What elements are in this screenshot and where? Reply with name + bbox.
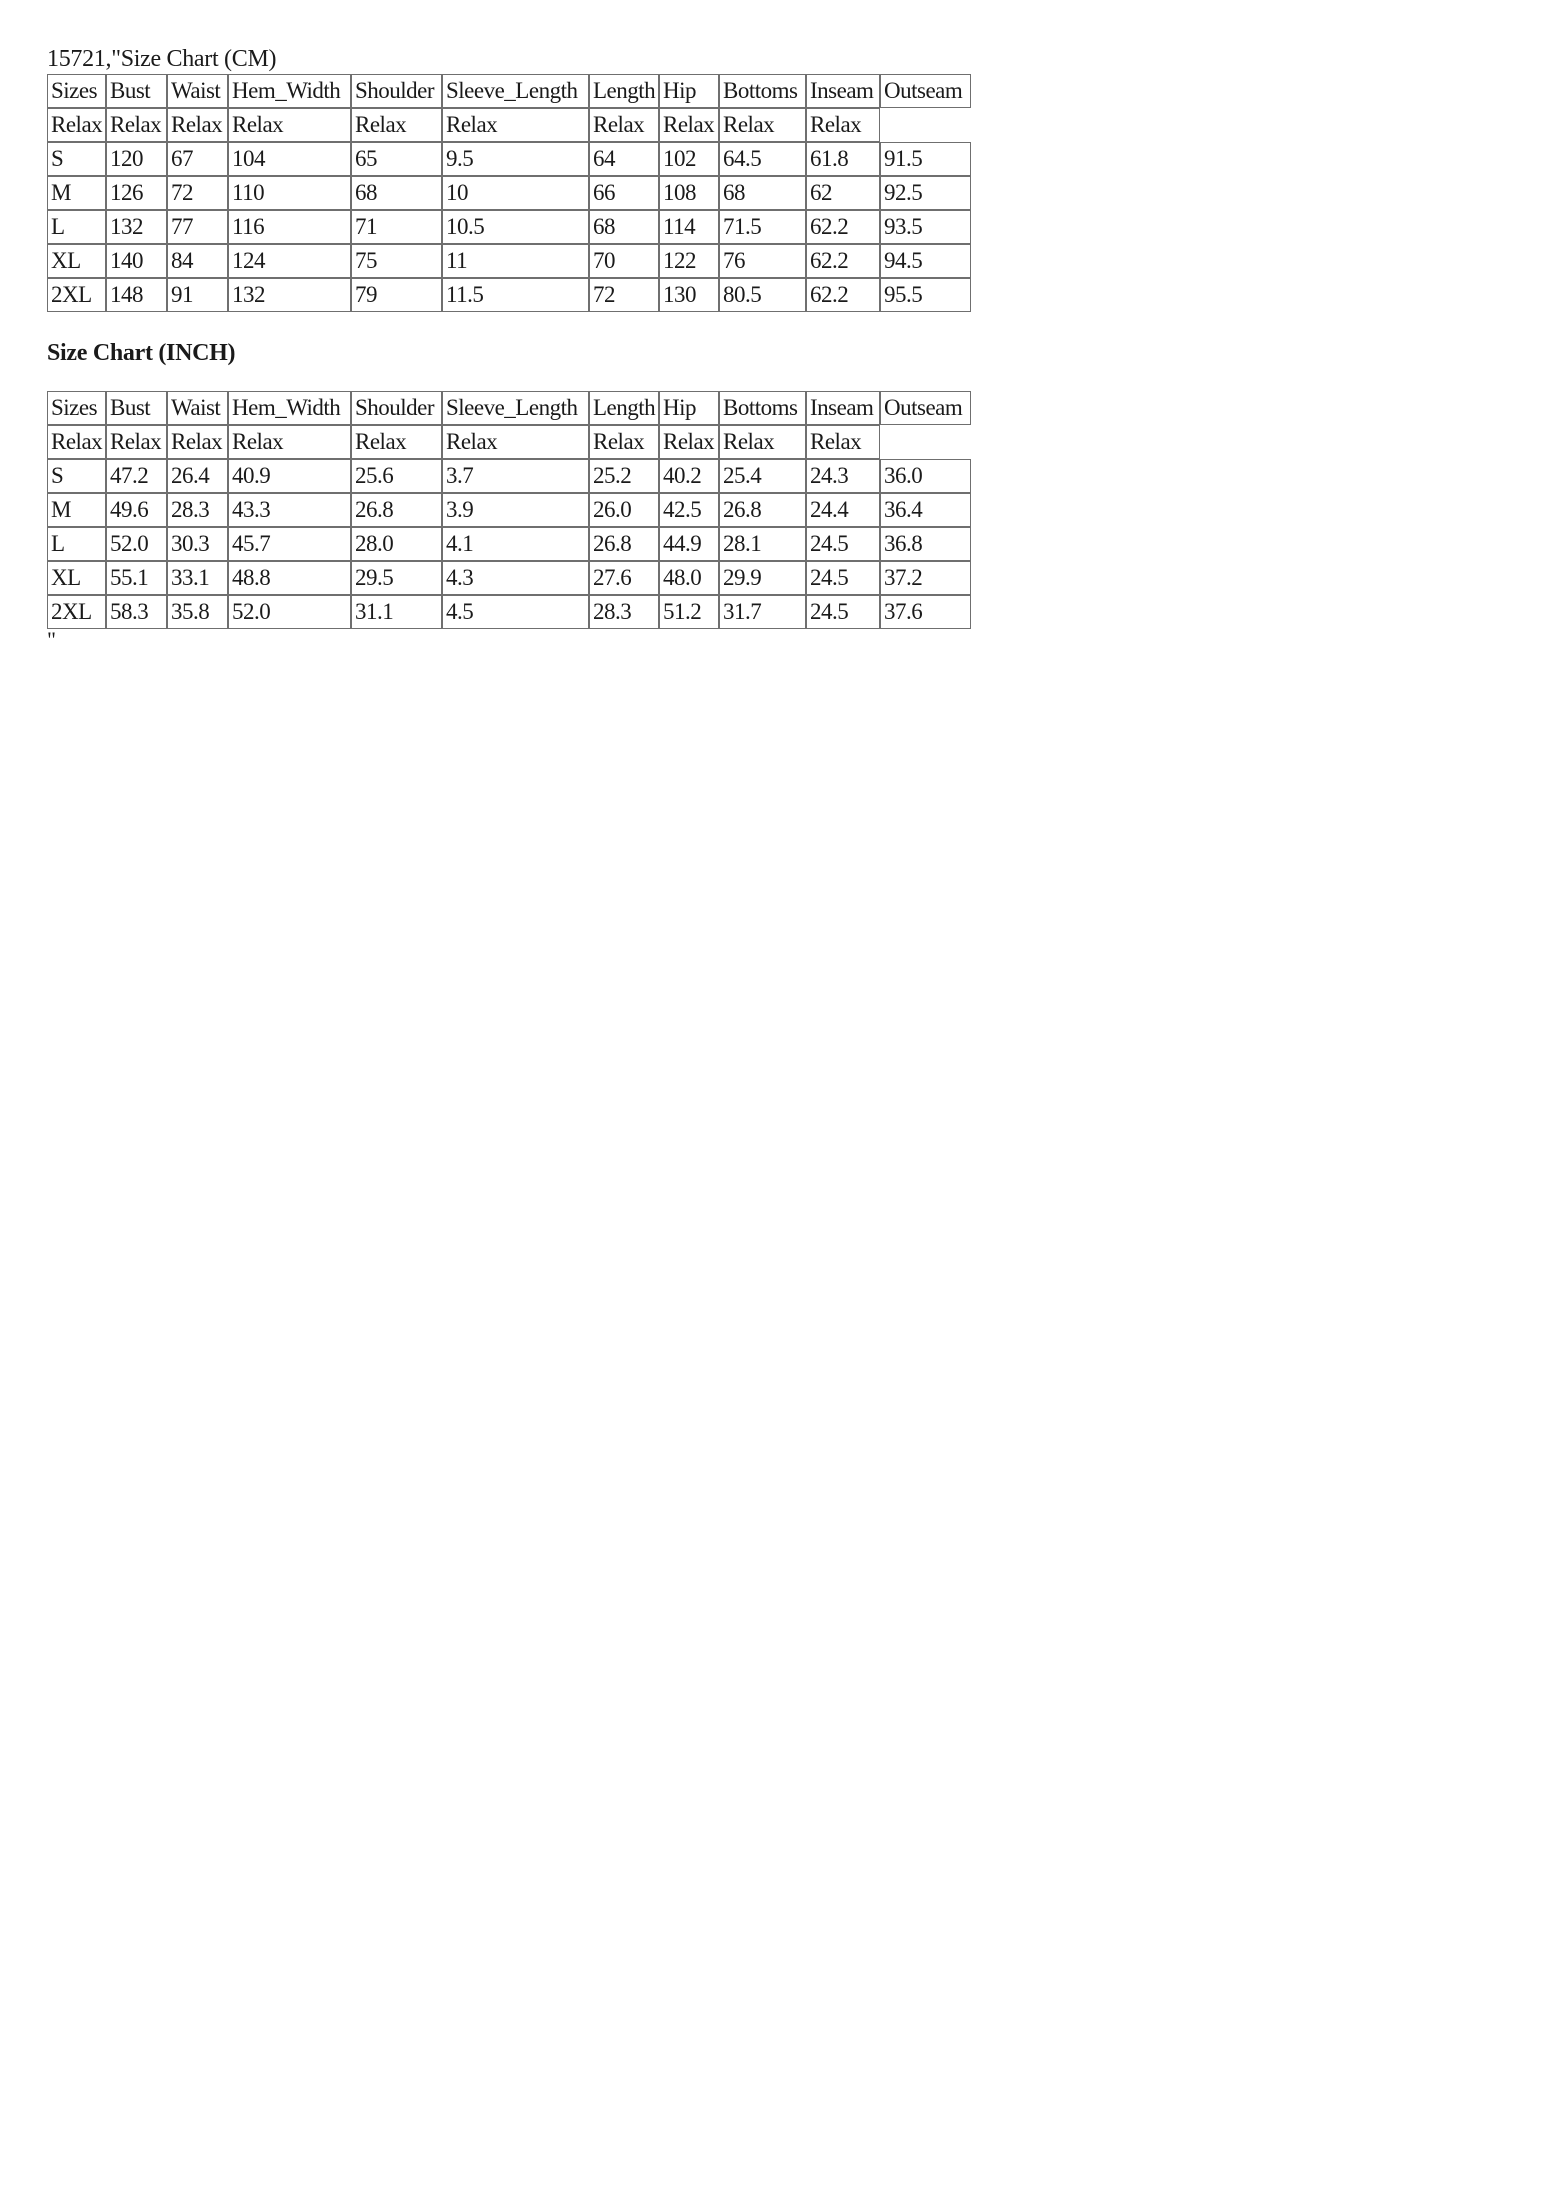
measurement-cell: 93.5	[880, 210, 971, 244]
header-row-cell: Inseam	[806, 74, 880, 108]
measurement-cell: 130	[659, 278, 719, 312]
measurement-cell: 132	[228, 278, 351, 312]
fit-row	[47, 108, 971, 142]
cm-size-table	[47, 74, 971, 312]
fit-row-cell: Relax	[659, 108, 719, 142]
measurement-cell: 116	[228, 210, 351, 244]
measurement-cell: 80.5	[719, 278, 806, 312]
measurement-cell: 28.3	[589, 595, 659, 629]
fit-row-cell: Relax	[589, 425, 659, 459]
measurement-cell: 10	[442, 176, 589, 210]
measurement-cell: 94.5	[880, 244, 971, 278]
fit-row-cell: Relax	[228, 108, 351, 142]
fit-row-cell: Relax	[167, 108, 228, 142]
measurement-cell: 31.7	[719, 595, 806, 629]
fit-row-cell: Relax	[106, 108, 167, 142]
measurement-cell: 48.8	[228, 561, 351, 595]
header-row-cell: Shoulder	[351, 74, 442, 108]
closing-quote: "	[47, 627, 56, 652]
measurement-cell: 24.5	[806, 561, 880, 595]
measurement-cell: 26.8	[719, 493, 806, 527]
measurement-cell: 84	[167, 244, 228, 278]
measurement-cell: 49.6	[106, 493, 167, 527]
fit-row-cell: Relax	[719, 108, 806, 142]
measurement-cell: 4.1	[442, 527, 589, 561]
measurement-cell: 3.7	[442, 459, 589, 493]
header-row-cell: Hem_Width	[228, 74, 351, 108]
table-row	[47, 176, 971, 210]
measurement-cell: 75	[351, 244, 442, 278]
measurement-cell: 26.8	[351, 493, 442, 527]
fit-row-cell: Relax	[442, 108, 589, 142]
measurement-cell: 122	[659, 244, 719, 278]
size-label-cell: M	[47, 176, 106, 210]
measurement-cell: 124	[228, 244, 351, 278]
table-row	[47, 527, 971, 561]
measurement-cell: 77	[167, 210, 228, 244]
measurement-cell: 65	[351, 142, 442, 176]
measurement-cell: 64.5	[719, 142, 806, 176]
measurement-cell: 66	[589, 176, 659, 210]
size-chart-document	[47, 44, 971, 651]
header-row-cell: Bottoms	[719, 74, 806, 108]
measurement-cell: 28.1	[719, 527, 806, 561]
fit-row-cell: Relax	[167, 425, 228, 459]
measurement-cell: 55.1	[106, 561, 167, 595]
table-row	[47, 595, 971, 629]
header-row-cell: Inseam	[806, 391, 880, 425]
measurement-cell: 47.2	[106, 459, 167, 493]
measurement-cell: 70	[589, 244, 659, 278]
measurement-cell: 108	[659, 176, 719, 210]
measurement-cell: 79	[351, 278, 442, 312]
size-label-cell: 2XL	[47, 595, 106, 629]
measurement-cell: 27.6	[589, 561, 659, 595]
measurement-cell: 120	[106, 142, 167, 176]
measurement-cell: 68	[351, 176, 442, 210]
header-row-cell: Outseam	[880, 74, 971, 108]
inch-size-table	[47, 391, 971, 629]
measurement-cell: 67	[167, 142, 228, 176]
measurement-cell: 4.3	[442, 561, 589, 595]
header-row-cell: Sizes	[47, 391, 106, 425]
header-row-cell: Bust	[106, 74, 167, 108]
inch-size-chart-heading: Size Chart (INCH)	[47, 340, 236, 366]
header-row-cell: Shoulder	[351, 391, 442, 425]
measurement-cell: 40.2	[659, 459, 719, 493]
measurement-cell: 44.9	[659, 527, 719, 561]
measurement-cell: 43.3	[228, 493, 351, 527]
fit-row-cell	[880, 108, 971, 142]
measurement-cell: 51.2	[659, 595, 719, 629]
cm-size-chart-heading: 15721,"Size Chart (CM)	[47, 46, 277, 72]
fit-row-cell: Relax	[47, 108, 106, 142]
measurement-cell: 24.5	[806, 595, 880, 629]
measurement-cell: 28.3	[167, 493, 228, 527]
fit-row-cell	[880, 425, 971, 459]
table-row	[47, 278, 971, 312]
size-label-cell: 2XL	[47, 278, 106, 312]
measurement-cell: 91	[167, 278, 228, 312]
measurement-cell: 91.5	[880, 142, 971, 176]
header-row-cell: Sizes	[47, 74, 106, 108]
measurement-cell: 26.8	[589, 527, 659, 561]
measurement-cell: 9.5	[442, 142, 589, 176]
fit-row-cell: Relax	[47, 425, 106, 459]
measurement-cell: 35.8	[167, 595, 228, 629]
measurement-cell: 11	[442, 244, 589, 278]
measurement-cell: 30.3	[167, 527, 228, 561]
measurement-cell: 29.5	[351, 561, 442, 595]
header-row-cell: Hem_Width	[228, 391, 351, 425]
size-label-cell: XL	[47, 244, 106, 278]
measurement-cell: 29.9	[719, 561, 806, 595]
inch-size-table-body	[47, 391, 971, 629]
header-row-cell: Outseam	[880, 391, 971, 425]
measurement-cell: 95.5	[880, 278, 971, 312]
measurement-cell: 37.6	[880, 595, 971, 629]
table-row	[47, 244, 971, 278]
fit-row-cell: Relax	[806, 108, 880, 142]
measurement-cell: 11.5	[442, 278, 589, 312]
fit-row-cell: Relax	[351, 425, 442, 459]
header-row-cell: Bottoms	[719, 391, 806, 425]
size-label-cell: XL	[47, 561, 106, 595]
measurement-cell: 140	[106, 244, 167, 278]
measurement-cell: 71	[351, 210, 442, 244]
measurement-cell: 42.5	[659, 493, 719, 527]
measurement-cell: 3.9	[442, 493, 589, 527]
header-row-cell: Waist	[167, 74, 228, 108]
measurement-cell: 58.3	[106, 595, 167, 629]
header-row-cell: Length	[589, 391, 659, 425]
table-row	[47, 142, 971, 176]
fit-row-cell: Relax	[351, 108, 442, 142]
measurement-cell: 110	[228, 176, 351, 210]
measurement-cell: 37.2	[880, 561, 971, 595]
measurement-cell: 52.0	[106, 527, 167, 561]
fit-row-cell: Relax	[719, 425, 806, 459]
size-label-cell: S	[47, 142, 106, 176]
measurement-cell: 148	[106, 278, 167, 312]
measurement-cell: 52.0	[228, 595, 351, 629]
measurement-cell: 64	[589, 142, 659, 176]
measurement-cell: 25.2	[589, 459, 659, 493]
cm-size-table-body	[47, 74, 971, 312]
fit-row-cell: Relax	[806, 425, 880, 459]
measurement-cell: 25.6	[351, 459, 442, 493]
measurement-cell: 72	[589, 278, 659, 312]
table-row	[47, 459, 971, 493]
measurement-cell: 24.4	[806, 493, 880, 527]
size-label-cell: L	[47, 527, 106, 561]
measurement-cell: 26.0	[589, 493, 659, 527]
measurement-cell: 76	[719, 244, 806, 278]
fit-row-cell: Relax	[106, 425, 167, 459]
header-row-cell: Hip	[659, 74, 719, 108]
fit-row-cell: Relax	[589, 108, 659, 142]
measurement-cell: 40.9	[228, 459, 351, 493]
header-row-cell: Sleeve_Length	[442, 74, 589, 108]
fit-row-cell: Relax	[659, 425, 719, 459]
measurement-cell: 72	[167, 176, 228, 210]
header-row	[47, 74, 971, 108]
header-row-cell: Sleeve_Length	[442, 391, 589, 425]
size-label-cell: L	[47, 210, 106, 244]
measurement-cell: 48.0	[659, 561, 719, 595]
measurement-cell: 4.5	[442, 595, 589, 629]
header-row	[47, 391, 971, 425]
measurement-cell: 62.2	[806, 278, 880, 312]
measurement-cell: 28.0	[351, 527, 442, 561]
measurement-cell: 114	[659, 210, 719, 244]
measurement-cell: 36.0	[880, 459, 971, 493]
measurement-cell: 71.5	[719, 210, 806, 244]
table-row	[47, 561, 971, 595]
size-label-cell: M	[47, 493, 106, 527]
size-label-cell: S	[47, 459, 106, 493]
header-row-cell: Bust	[106, 391, 167, 425]
measurement-cell: 132	[106, 210, 167, 244]
table-row	[47, 210, 971, 244]
measurement-cell: 68	[589, 210, 659, 244]
measurement-cell: 126	[106, 176, 167, 210]
measurement-cell: 24.5	[806, 527, 880, 561]
measurement-cell: 104	[228, 142, 351, 176]
measurement-cell: 10.5	[442, 210, 589, 244]
header-row-cell: Waist	[167, 391, 228, 425]
measurement-cell: 25.4	[719, 459, 806, 493]
measurement-cell: 62	[806, 176, 880, 210]
fit-row-cell: Relax	[228, 425, 351, 459]
fit-row-cell: Relax	[442, 425, 589, 459]
table-row	[47, 493, 971, 527]
measurement-cell: 68	[719, 176, 806, 210]
measurement-cell: 45.7	[228, 527, 351, 561]
header-row-cell: Length	[589, 74, 659, 108]
measurement-cell: 36.4	[880, 493, 971, 527]
measurement-cell: 61.8	[806, 142, 880, 176]
measurement-cell: 102	[659, 142, 719, 176]
measurement-cell: 26.4	[167, 459, 228, 493]
measurement-cell: 24.3	[806, 459, 880, 493]
fit-row	[47, 425, 971, 459]
measurement-cell: 62.2	[806, 244, 880, 278]
measurement-cell: 31.1	[351, 595, 442, 629]
measurement-cell: 62.2	[806, 210, 880, 244]
measurement-cell: 33.1	[167, 561, 228, 595]
measurement-cell: 92.5	[880, 176, 971, 210]
header-row-cell: Hip	[659, 391, 719, 425]
measurement-cell: 36.8	[880, 527, 971, 561]
